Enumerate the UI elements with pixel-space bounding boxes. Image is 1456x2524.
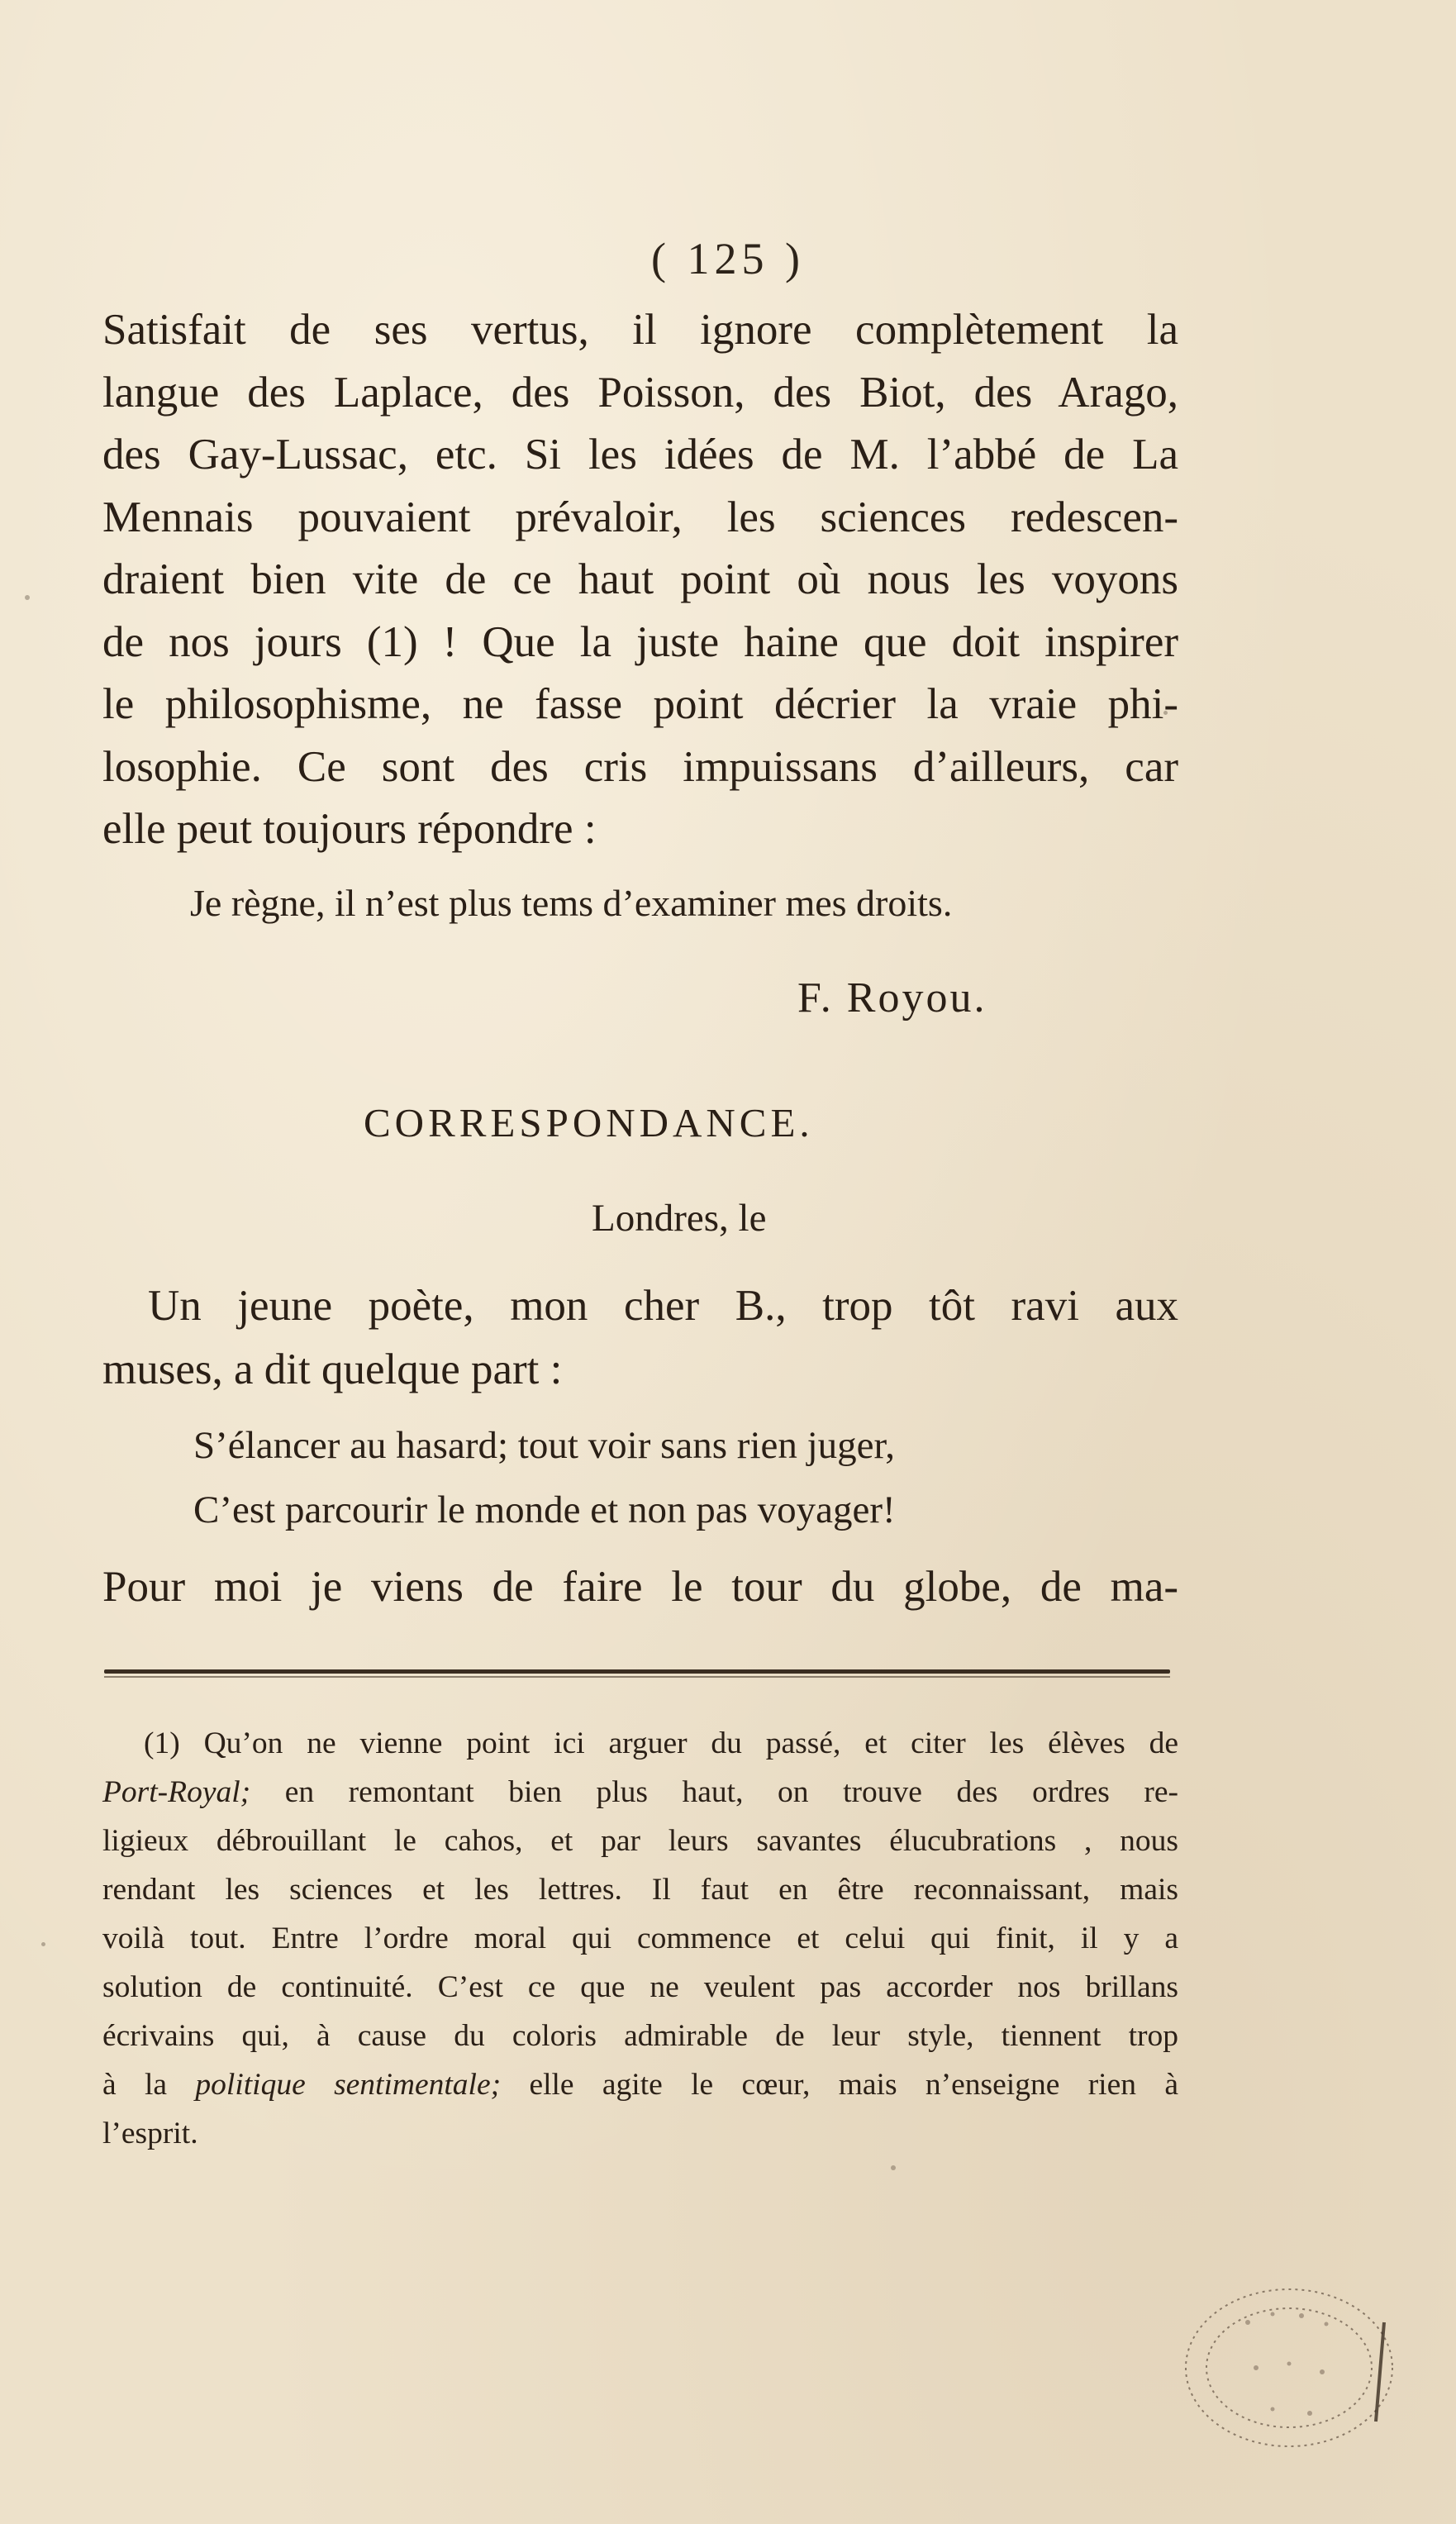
footnote-line: ligieux débrouillant le cahos, et par leurs savantes élucubrations , nous — [102, 1824, 1178, 1858]
letter-dateline: Londres, le — [592, 1197, 767, 1240]
page-number: ( 125 ) — [651, 234, 805, 283]
text-line: langue des Laplace, des Poisson, des Biot, des Arago, — [102, 368, 1178, 417]
paper-speck — [1163, 711, 1168, 715]
footnote-text: elle agite le cœur, mais n’enseigne rien à — [501, 2068, 1178, 2102]
section-heading: CORRESPONDANCE. — [364, 1100, 814, 1145]
author-signature: F. Royou. — [797, 974, 987, 1022]
footnote-separator — [104, 1669, 1170, 1674]
footnote-text: à la — [102, 2068, 196, 2102]
footnote-line: voilà tout. Entre l’ordre moral qui commence et celui qui finit, il y a — [102, 1922, 1178, 1955]
footnote-italic: politique sentimentale; — [195, 2068, 502, 2102]
text-line: elle peut toujours répondre : — [102, 805, 597, 853]
text-line: Pour moi je viens de faire le tour du globe, de ma- — [102, 1563, 1178, 1611]
text-line: le philosophisme, ne fasse point décrier la vraie phi- — [102, 680, 1178, 728]
footnote-text: en remontant bien plus haut, on trouve des ordres re- — [250, 1775, 1178, 1809]
paper-speck — [25, 595, 30, 600]
verse-line: S’élancer au hasard; tout voir sans rien juger, — [193, 1424, 896, 1467]
footnote-line: (1) Qu’on ne vienne point ici arguer du passé, et citer les élèves de — [144, 1726, 1178, 1760]
footnote-italic: Port-Royal; — [102, 1775, 251, 1809]
footnote-line: écrivains qui, à cause du coloris admirable de leur style, tiennent trop — [102, 2019, 1178, 2053]
footnote-line: rendant les sciences et les lettres. Il faut en être reconnaissant, mais — [102, 1873, 1178, 1907]
verse-line: C’est parcourir le monde et non pas voyager! — [193, 1488, 896, 1531]
text-line: muses, a dit quelque part : — [102, 1345, 563, 1393]
quoted-verse: Je règne, il n’est plus tems d’examiner mes droits. — [190, 882, 953, 924]
paper-speck — [41, 1942, 45, 1946]
text-line: des Gay-Lussac, etc. Si les idées de M. l’abbé de La — [102, 431, 1178, 479]
text-line: de nos jours (1) ! Que la juste haine que doit inspirer — [102, 617, 1178, 666]
footnote-line — [102, 1768, 1178, 1817]
paper-speck — [891, 2165, 896, 2170]
letter-opening — [102, 1274, 1178, 1402]
text-line: Satisfait de ses vertus, il ignore complètement la — [102, 306, 1178, 354]
footnote-line — [102, 2060, 1178, 2109]
text-line: Un jeune poète, mon cher B., trop tôt ravi aux — [148, 1282, 1178, 1330]
text-line: Mennais pouvaient prévaloir, les sciences redescen- — [102, 493, 1178, 541]
text-line: losophie. Ce sont des cris impuissans d’ailleurs, car — [102, 742, 1178, 791]
footnote-line: solution de continuité. C’est ce que ne veulent pas accorder nos brillans — [102, 1970, 1178, 2004]
footnote — [102, 1719, 1178, 2158]
text-line: draient bien vite de ce haut point où nous les voyons — [102, 555, 1178, 603]
main-paragraph — [102, 299, 1178, 861]
footnote-line: l’esprit. — [102, 2117, 198, 2150]
archive-stamp-icon — [1157, 2264, 1421, 2471]
footnote-separator-thin — [104, 1676, 1170, 1678]
